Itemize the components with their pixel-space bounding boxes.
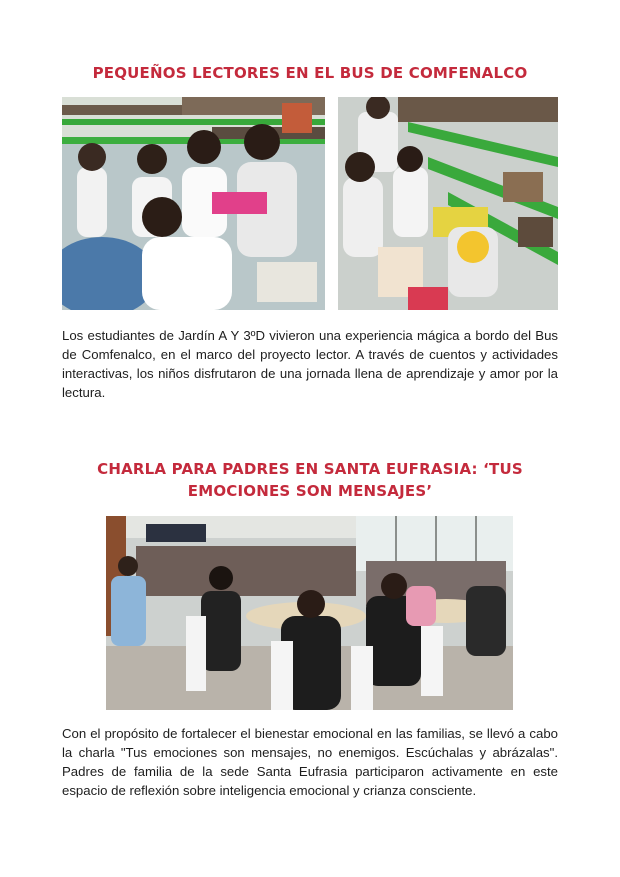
photo-children-reading-right	[338, 97, 558, 310]
photo-children-reading-left	[62, 97, 325, 310]
section2-paragraph: Con el propósito de fortalecer el bienestar emocional en las familias, se llevó a cabo la charla "Tus emociones son mensajes, no enemigos. Escúchalas y abrázalas". Padres de familia de la sede Santa Eufrasia participaron activamente en este espacio de reflexión sobre inteligencia emocional y crianza consciente.	[62, 726, 558, 798]
section2-title-line2: EMOCIONES SON MENSAJES’	[187, 482, 433, 500]
photo-parents-talk	[106, 516, 513, 710]
section1-paragraph: Los estudiantes de Jardín A Y 3ºD vivieron una experiencia mágica a bordo del Bus de Comfenalco, en el marco del proyecto lector. A través de cuentos y actividades interactivas, los niños disfrutaron de una jornada llena de aprendizaje y amor por la lectura.	[62, 328, 558, 400]
section1-title: PEQUEÑOS LECTORES EN EL BUS DE COMFENALCO	[92, 64, 528, 82]
section2-title-line1: CHARLA PARA PADRES EN SANTA EUFRASIA: ‘TUS	[97, 460, 523, 478]
